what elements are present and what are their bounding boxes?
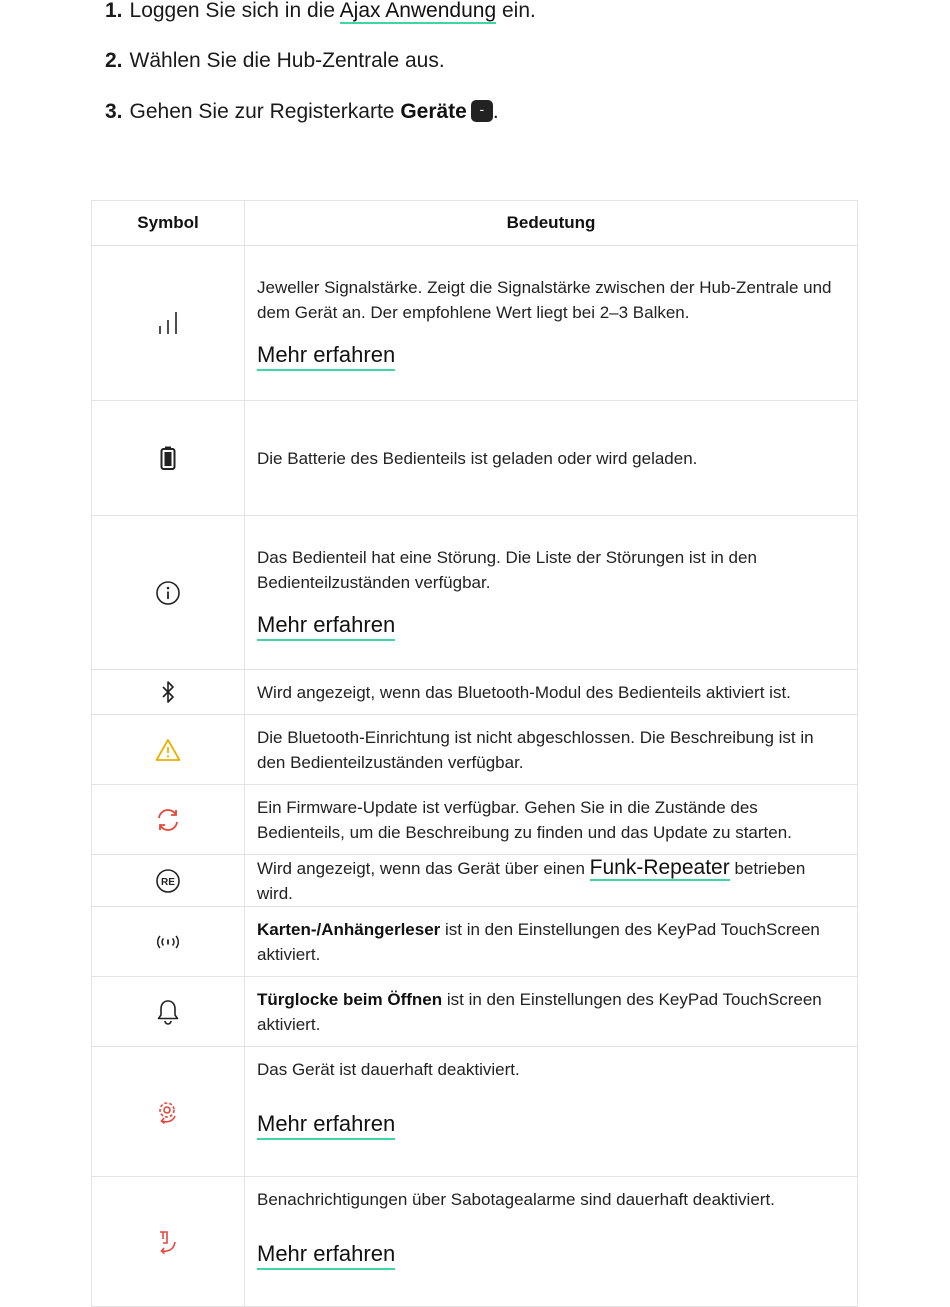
bluetooth-icon [160, 680, 176, 704]
tamper-disabled-icon [155, 1229, 181, 1255]
card-reader-icon [155, 932, 181, 952]
svg-text:RE: RE [161, 876, 175, 888]
learn-more-link[interactable]: Mehr erfahren [257, 611, 395, 641]
table-row [92, 715, 858, 785]
learn-more-link[interactable]: Mehr erfahren [257, 1240, 395, 1270]
meaning-text: ist in den Einstellungen des KeyPad TouchScreen aktiviert. [257, 919, 820, 964]
table-header-row [92, 201, 858, 246]
meaning-text: ist in den Einstellungen des KeyPad TouchScreen aktiviert. [257, 989, 822, 1034]
meaning-text: Die Batterie des Bedienteils ist geladen oder wird geladen. [257, 448, 698, 468]
meaning-text: Die Bluetooth-Einrichtung ist nicht abgeschlossen. Die Beschreibung ist in den Bedienteilzuständen verfügbar. [257, 727, 814, 772]
symbol-table [91, 200, 858, 1307]
meaning-text: Benachrichtigungen über Sabotagealarme sind dauerhaft deaktiviert. [257, 1190, 775, 1209]
meaning-text: betrieben wird. [257, 858, 806, 903]
repeater-icon [155, 868, 181, 894]
update-icon [155, 807, 181, 833]
step-text: ein. [496, 0, 536, 22]
bell-icon [156, 999, 180, 1025]
step-number: 2. [105, 49, 123, 72]
info-icon [155, 580, 181, 606]
meaning-bold: Karten-/Anhängerleser [257, 919, 441, 939]
header-meaning: Bedeutung [245, 201, 858, 246]
meaning-text: Wird angezeigt, wenn das Gerät über einen [257, 858, 590, 878]
battery-icon [160, 446, 176, 470]
table-row [92, 246, 858, 401]
step-2 [105, 47, 445, 75]
devices-tab-icon: - [471, 100, 493, 122]
table-row [92, 785, 858, 855]
header-symbol: Symbol [92, 201, 245, 246]
meaning-text: Jeweller Signalstärke. Zeigt die Signalstärke zwischen der Hub-Zentrale und dem Gerät an. Der empfohlene Wert liegt bei 2–3 Balken. [257, 278, 832, 322]
funk-repeater-link[interactable]: Funk-Repeater [589, 855, 730, 879]
device-disabled-icon [155, 1099, 181, 1125]
table-row [92, 670, 858, 715]
table-row [92, 855, 858, 907]
step-1 [105, 0, 536, 25]
meaning-text: Wird angezeigt, wenn das Bluetooth-Modul des Bedienteils aktiviert ist. [257, 682, 791, 702]
meaning-text: Das Bedienteil hat eine Störung. Die Liste der Störungen ist in den Bedienteilzuständen verfügbar. [257, 547, 757, 592]
meaning-bold: Türglocke beim Öffnen [257, 989, 443, 1009]
table-row [92, 977, 858, 1047]
table-row [92, 401, 858, 516]
step-text: Loggen Sie sich in die [129, 0, 340, 22]
step-text: . [492, 100, 499, 123]
meaning-text: Das Gerät ist dauerhaft deaktiviert. [257, 1060, 520, 1079]
step-number: 1. [105, 0, 123, 22]
step-text: Gehen Sie zur Registerkarte [129, 100, 401, 123]
step-text: Wählen Sie die Hub-Zentrale aus. [129, 49, 445, 72]
table-row [92, 1177, 858, 1307]
table-row [92, 1047, 858, 1177]
learn-more-link[interactable]: Mehr erfahren [257, 1110, 395, 1140]
step-number: 3. [105, 100, 123, 123]
table-row [92, 516, 858, 670]
step-3 [105, 98, 499, 126]
signal-strength-icon [157, 311, 179, 335]
warning-icon [155, 738, 181, 762]
ajax-app-link[interactable]: Ajax Anwendung [339, 0, 497, 22]
meaning-text: Ein Firmware-Update ist verfügbar. Gehen Sie in die Zustände des Bedienteils, um die Beschreibung zu finden und das Update zu starten. [257, 797, 792, 842]
table-row [92, 907, 858, 977]
devices-tab-name: Geräte [400, 100, 467, 123]
learn-more-link[interactable]: Mehr erfahren [257, 341, 395, 371]
